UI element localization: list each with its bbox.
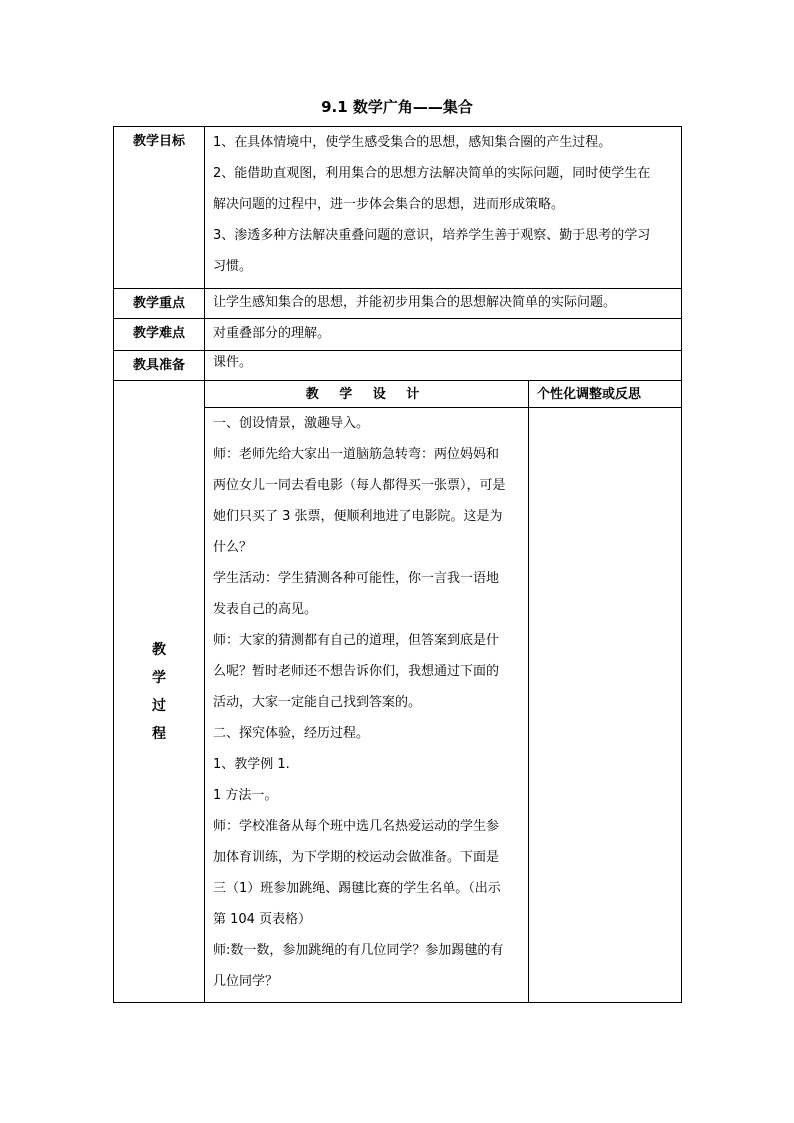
goals-line: 解决问题的过程中，进一步体会集合的思想，进而形成策略。 <box>213 197 565 212</box>
process-label-char: 学 <box>152 669 166 686</box>
design-line: 三（1）班参加跳绳、踢毽比赛的学生名单。（出示 <box>213 881 501 896</box>
goals-line: 习惯。 <box>213 259 253 274</box>
document-title: 9.1 数学广角——集合 <box>321 98 473 116</box>
design-content <box>205 408 529 1003</box>
design-line: 么呢？暂时老师还不想告诉你们，我想通过下面的 <box>213 664 500 679</box>
design-line: 1、教学例 1. <box>213 757 290 772</box>
key-point-text: 让学生感知集合的思想，并能初步用集合的思想解决简单的实际问题。 <box>205 289 682 319</box>
key-point-label: 教学重点 <box>114 289 205 319</box>
design-line: 师:数一数，参加跳绳的有几位同学？参加踢毽的有 <box>213 943 504 958</box>
materials-row <box>114 351 682 381</box>
process-label-char: 程 <box>152 725 166 742</box>
design-header: 教 学 设 计 <box>205 381 529 408</box>
design-line: 她们只买了 3 张票，便顺利地进了电影院。这是为 <box>213 509 503 524</box>
process-label-char: 过 <box>152 697 166 714</box>
design-line: 什么？ <box>213 540 253 555</box>
design-line: 学生活动：学生猜测各种可能性，你一言我一语地 <box>213 571 500 586</box>
materials-label: 教具准备 <box>114 351 205 381</box>
key-point-row <box>114 289 682 319</box>
design-line: 师：老师先给大家出一道脑筋急转弯：两位妈妈和 <box>213 447 500 462</box>
design-line: 两位女儿一同去看电影（每人都得买一张票），可是 <box>213 478 506 493</box>
difficulty-row <box>114 319 682 351</box>
design-line: 几位同学？ <box>213 974 279 989</box>
goals-line: 3、渗透多种方法解决重叠问题的意识，培养学生善于观察、勤于思考的学习 <box>213 228 651 243</box>
reflection-content <box>529 408 682 1003</box>
goals-content <box>205 127 682 289</box>
design-line: 师：学校准备从每个班中选几名热爱运动的学生参 <box>213 819 500 834</box>
process-label <box>114 381 205 1003</box>
design-line: 加体育训练，为下学期的校运动会做准备。下面是 <box>213 850 500 865</box>
reflection-header: 个性化调整或反思 <box>529 381 682 408</box>
goals-label: 教学目标 <box>114 127 205 289</box>
design-line: 活动，大家一定能自己找到答案的。 <box>213 695 422 710</box>
design-line: 师：大家的猜测都有自己的道理，但答案到底是什 <box>213 633 500 648</box>
goals-line: 1、在具体情境中，使学生感受集合的思想，感知集合圈的产生过程。 <box>213 135 612 150</box>
design-line: 二、探究体验，经历过程。 <box>213 726 370 741</box>
design-line: 1 方法一。 <box>213 788 278 803</box>
materials-text: 课件。 <box>205 351 682 381</box>
difficulty-label: 教学难点 <box>114 319 205 351</box>
process-header-row <box>114 381 682 408</box>
lesson-plan-table <box>113 126 682 1003</box>
process-label-char: 教 <box>152 641 166 658</box>
goals-row <box>114 127 682 289</box>
design-line: 第 104 页表格） <box>213 912 312 927</box>
difficulty-text: 对重叠部分的理解。 <box>205 319 682 351</box>
design-line: 一、创设情景，激趣导入。 <box>213 416 370 431</box>
design-line: 发表自己的高见。 <box>213 602 318 617</box>
goals-line: 2、能借助直观图，利用集合的思想方法解决简单的实际问题，同时使学生在 <box>213 166 651 181</box>
